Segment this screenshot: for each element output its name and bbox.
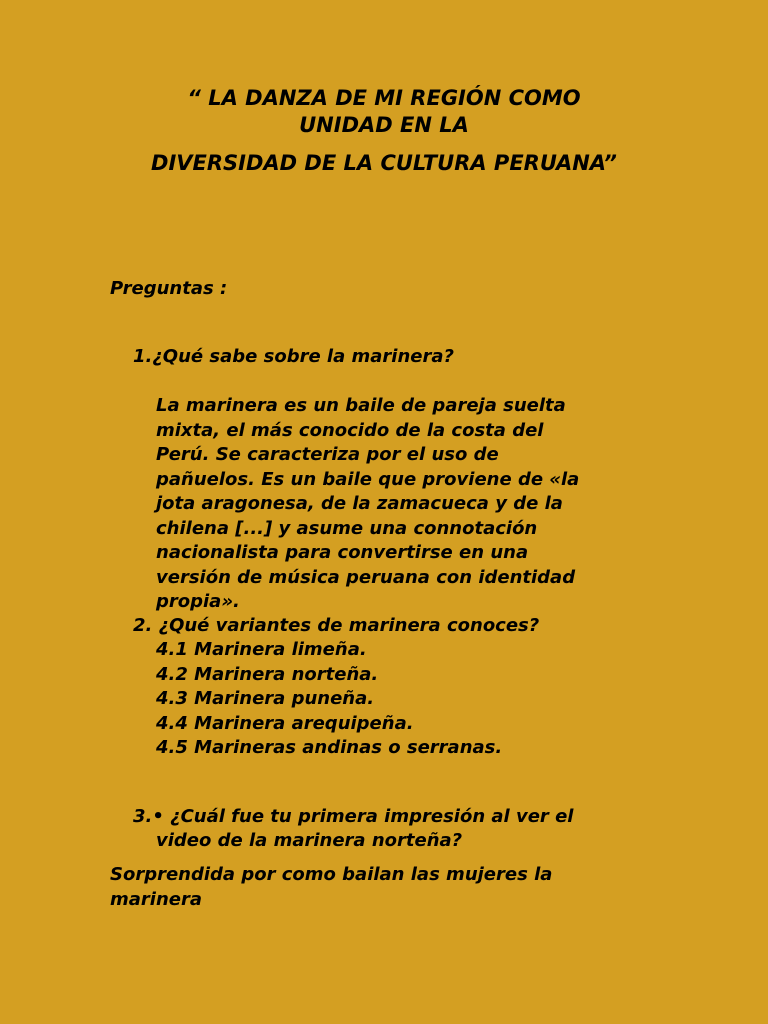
answer-1-line: pañuelos. Es un baile que proviene de «la [156, 468, 580, 490]
variants-list [156, 638, 502, 761]
variant-item: 4.4 Marinera arequipeña. [156, 712, 414, 734]
answer-1-line: La marinera es un baile de pareja suelta [156, 395, 566, 416]
answer-1-line: mixta, el más conocido de la costa del [156, 419, 544, 441]
answer-1 [156, 394, 656, 615]
answer-3-line-1: Sorprendida por como bailan las mujeres la [110, 864, 553, 885]
question-3-line-2: video de la marinera norteña? [156, 830, 463, 851]
answer-1-line: propia». [156, 591, 240, 612]
variant-item: 4.1 Marinera limeña. [156, 639, 367, 660]
answer-1-line: jota aragonesa, de la zamacueca y de la [156, 493, 563, 514]
document-title-line-3: DIVERSIDAD DE LA CULTURA PERUANA” [151, 151, 617, 175]
answer-1-line: versión de música peruana con identidad [156, 566, 576, 588]
answer-3-line-2: marinera [110, 889, 202, 910]
document-title-line-2: UNIDAD EN LA [299, 113, 469, 137]
variant-item: 4.2 Marinera norteña. [156, 663, 379, 685]
variant-item: 4.5 Marineras andinas o serranas. [156, 737, 503, 758]
variant-item: 4.3 Marinera puneña. [156, 688, 375, 709]
answer-1-line: chilena [...] y asume una connotación [156, 517, 538, 539]
question-2: 2. ¿Qué variantes de marinera conoces? [133, 615, 540, 636]
question-3-line-1: 3.• ¿Cuál fue tu primera impresión al ver el [133, 806, 574, 827]
question-1: 1.¿Qué sabe sobre la marinera? [133, 346, 454, 367]
preguntas-heading: Preguntas : [110, 278, 228, 299]
answer-1-line: nacionalista para convertirse en una [156, 542, 529, 563]
document-title-line-1: “ LA DANZA DE MI REGIÓN COMO [187, 86, 581, 110]
answer-1-line: Perú. Se caracteriza por el uso de [156, 444, 499, 465]
